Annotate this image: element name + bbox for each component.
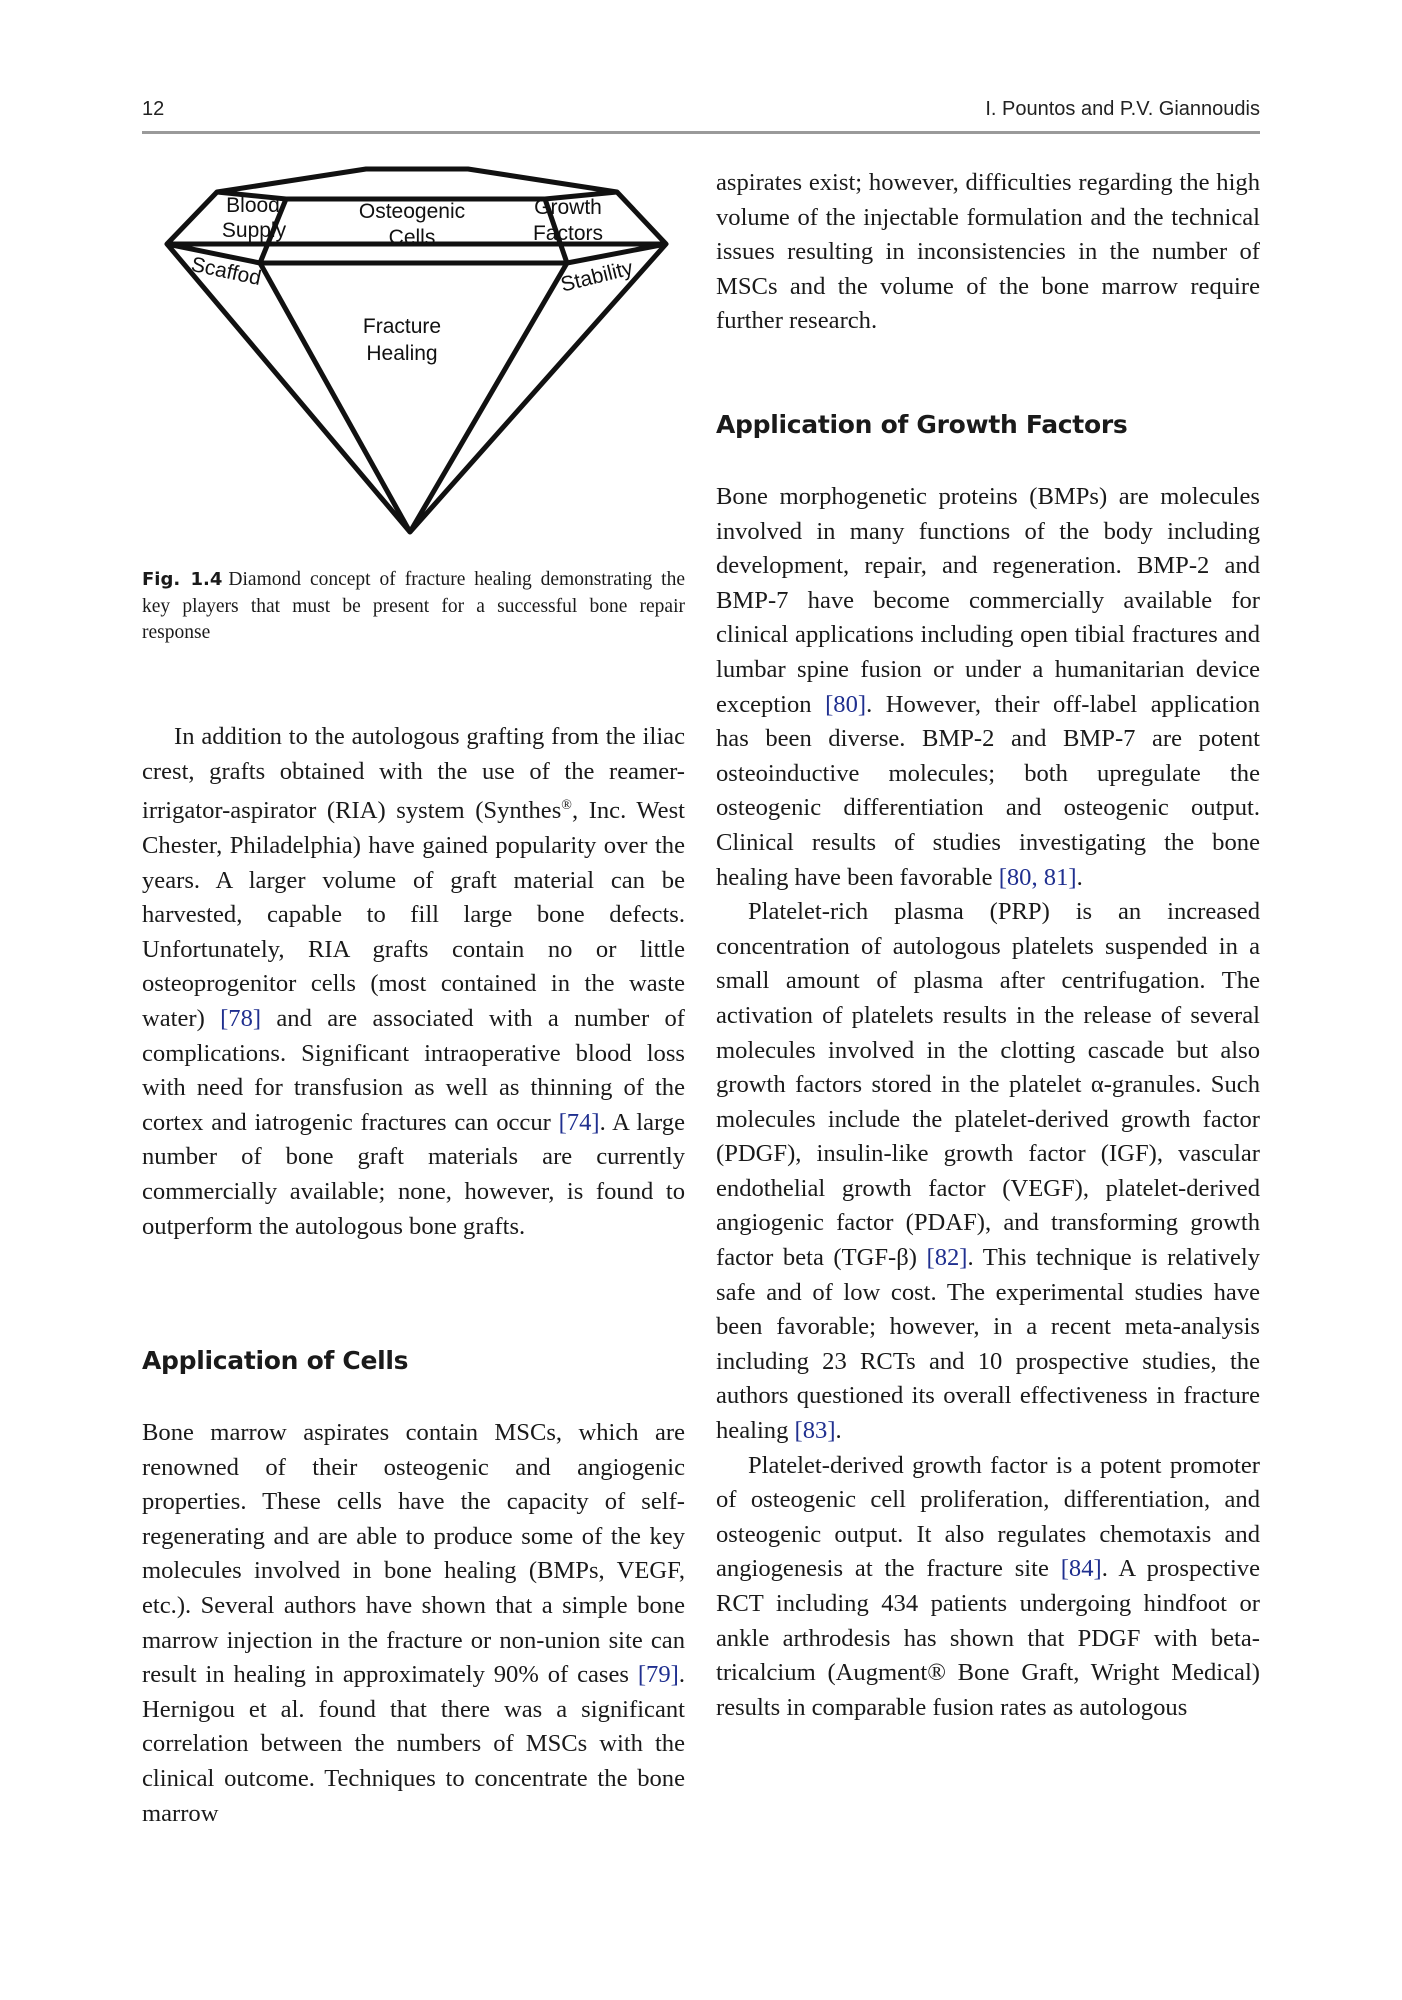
citation-link[interactable]: [80]: [825, 690, 867, 718]
text-run: aspirates exist; however, difficulties regarding the high volume of the injectable formulation and the technical issues resulting in inconsistencies in the number of MSCs and the volume of the bone marrow require further research.: [716, 169, 1260, 335]
registered-mark: ®: [561, 798, 572, 814]
right-paragraph-3: [716, 1449, 1260, 1726]
right-paragraphs: [716, 480, 1260, 1725]
citation-link[interactable]: [74]: [558, 1108, 600, 1136]
citation-link[interactable]: [80, 81]: [998, 863, 1077, 891]
diamond-diagram: [142, 160, 685, 540]
diamond-figure: [142, 160, 685, 540]
label-blood-line1: Blood: [226, 194, 280, 217]
page-header: [142, 98, 1260, 128]
page-number: 12: [142, 98, 165, 120]
text-run: In addition to the autologous grafting from the iliac crest, grafts obtained with the use of the reamer-irrigator-aspirator (RIA) system (Synthes: [142, 723, 685, 825]
label-growth-line2: Factors: [532, 222, 604, 245]
text-run: , Inc. West Chester, Philadelphia) have gained popularity over the years. A larger volume of graft material can be harvested, capable to fill large bone defects. Unfortunately, RIA grafts contain no or little osteoprogenitor cells (most contained in the waste water): [142, 797, 685, 1032]
text-run: Platelet-derived growth factor is a potent promoter of osteogenic cell proliferation, differentiation, and osteogenic output. It also regulates chemotaxis and angiogenesis at the fracture site: [716, 1451, 1260, 1583]
citation-link[interactable]: [78]: [220, 1004, 262, 1032]
text-run: . A large number of bone graft materials are currently commercially available; none, however, is found to outperform the autologous bone grafts.: [142, 1108, 685, 1240]
label-growth-line1: Growth: [534, 196, 602, 219]
running-head: I. Pountos and P.V. Giannoudis: [985, 98, 1260, 120]
label-blood-line2: Supply: [221, 219, 287, 242]
text-run: . Hernigou et al. found that there was a significant correlation between the numbers of MSCs with the clinical outcome. Techniques to concentrate the bone marrow: [142, 1661, 685, 1827]
right-paragraph-2: [716, 895, 1260, 1449]
section-heading-growth: Application of Growth Factors: [716, 410, 1128, 439]
caption-text: Diamond concept of fracture healing demonstrating the key players that must be present for a successful bone repair response: [142, 569, 685, 643]
left-paragraph-2: [142, 1416, 685, 1831]
right-paragraph-1: [716, 480, 1260, 895]
text-run: and are associated with a number of complications. Significant intraoperative blood loss with need for transfusion as well as thinning of the cortex and iatrogenic fractures can occur: [142, 1004, 685, 1136]
label-scaffold: Scaffod: [189, 252, 264, 291]
text-run: . This technique is relatively safe and of low cost. The experimental studies have been favorable; however, in a recent meta-analysis including 23 RCTs and 10 prospective studies, the authors questioned its overall effectiveness in fracture healing: [716, 1244, 1261, 1445]
text-run: Bone marrow aspirates contain MSCs, which are renowned of their osteogenic and angiogenic properties. These cells have the capacity of self-regenerating and are able to produce some of the key molecules involved in bone healing (BMPs, VEGF, etc.). Several authors have shown that a simple bone marrow injection in the fracture or non-union site can result in healing in approximately 90% of cases: [142, 1419, 685, 1689]
citation-link[interactable]: [83]: [794, 1417, 836, 1445]
pavilion-left: [260, 263, 410, 532]
figure-caption: [142, 567, 685, 647]
figure-number: Fig. 1.4: [142, 569, 223, 590]
text-run: .: [1076, 863, 1083, 891]
text-run: . A prospective RCT including 434 patients undergoing hindfoot or ankle arthrodesis has shown that PDGF with beta-tricalcium (Augment® Bone Graft, Wright Medical) results in comparable fusion rates as autologous: [716, 1555, 1260, 1721]
pavilion-right: [410, 263, 567, 532]
section-heading-cells: Application of Cells: [142, 1346, 409, 1375]
citation-link[interactable]: [84]: [1060, 1555, 1102, 1583]
text-run: . However, their off-label application has been diverse. BMP-2 and BMP-7 are potent osteoinductive molecules; both upregulate the osteogenic differentiation and osteogenic output. Clinical results of studies investigating the bone healing have been favorable: [716, 690, 1260, 891]
label-fracture-line2: Healing: [366, 342, 438, 365]
label-stability: Stability: [558, 256, 636, 297]
left-paragraph-1: [142, 720, 685, 1244]
citation-link[interactable]: [82]: [926, 1244, 968, 1272]
header-rule: [142, 131, 1260, 134]
label-fracture-line1: Fracture: [362, 315, 442, 338]
label-osteo-line1: Osteogenic: [358, 200, 466, 223]
text-run: Platelet-rich plasma (PRP) is an increased concentration of autologous platelets suspended in a small amount of plasma after centrifugation. The activation of platelets results in the release of several molecules involved in the clotting cascade but also growth factors stored in the platelet α-granules. Such molecules include the platelet-derived growth factor (PDGF), insulin-like growth factor (IGF), vascular endothelial growth factor (VEGF), platelet-derived angiogenic factor (PDAF), and transforming growth factor beta (TGF-β): [716, 898, 1260, 1272]
label-osteo-line2: Cells: [388, 226, 436, 249]
text-run: Bone morphogenetic proteins (BMPs) are molecules involved in many functions of the body including development, repair, and regeneration. BMP-2 and BMP-7 have become commercially available for clinical applications including open tibial fractures and lumbar spine fusion or under a humanitarian device exception: [716, 483, 1260, 718]
text-run: .: [835, 1417, 842, 1445]
citation-link[interactable]: [79]: [637, 1661, 679, 1689]
right-paragraph-0: [716, 166, 1260, 339]
